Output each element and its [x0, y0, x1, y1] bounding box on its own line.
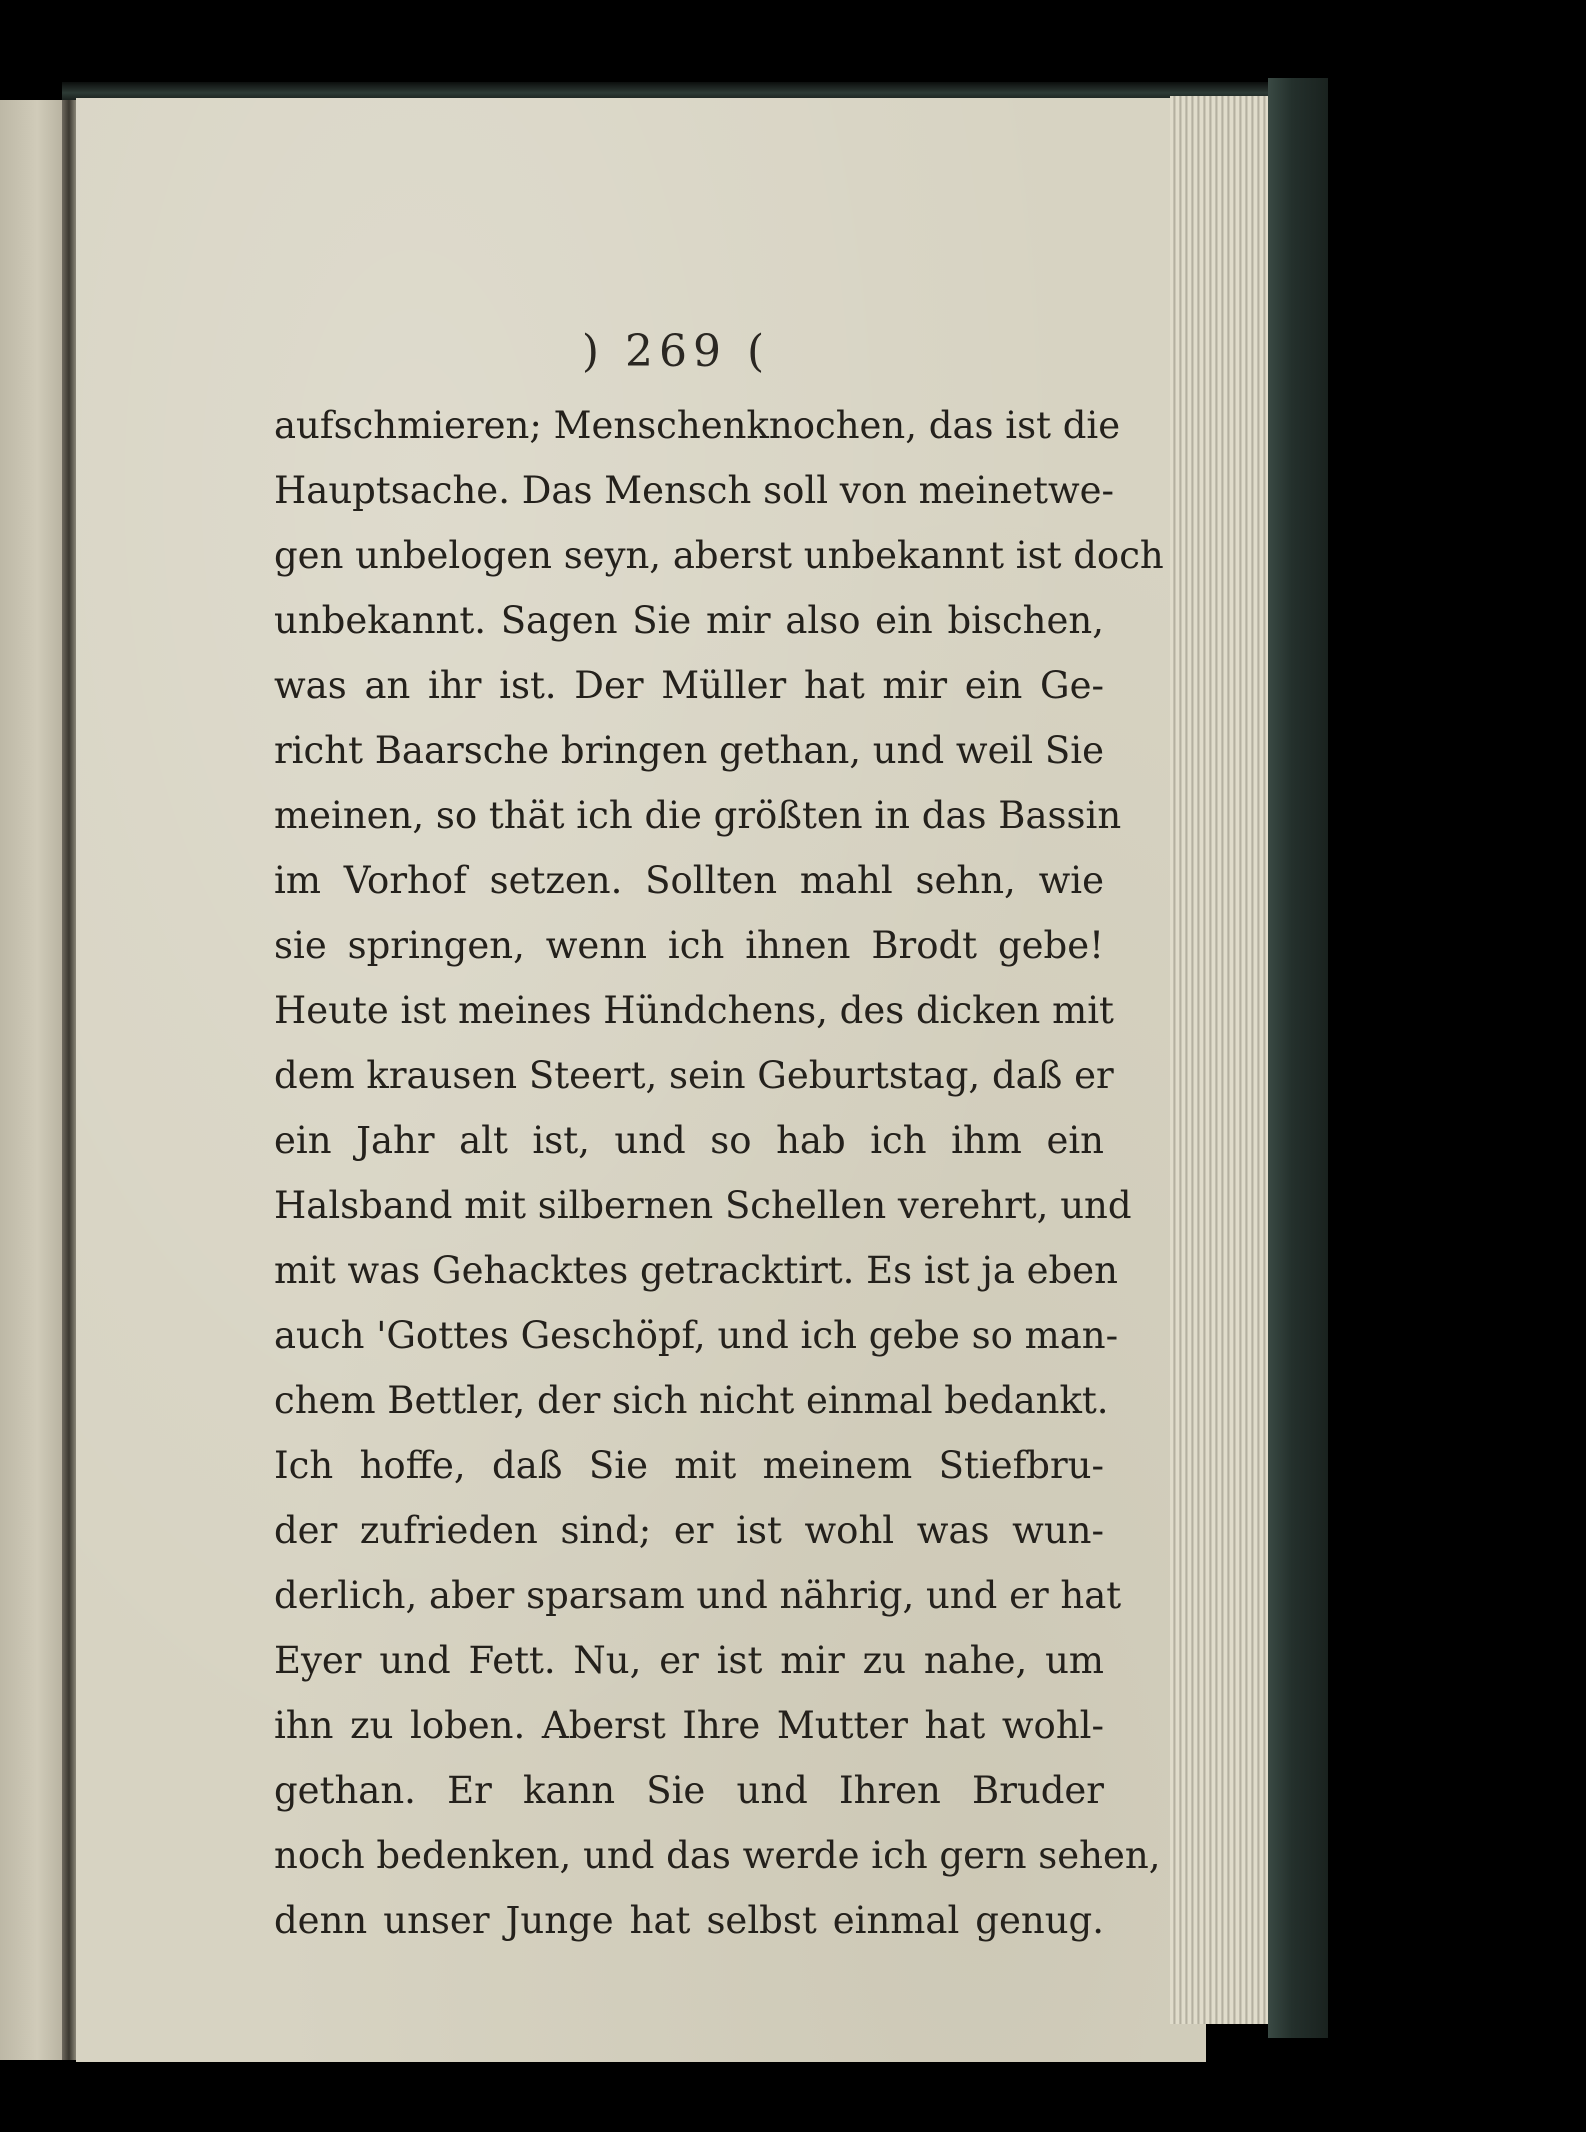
text-line: gethan. Er kann Sie und Ihren Bruder [274, 1769, 1104, 1812]
left-page-edge [0, 100, 62, 2060]
text-line: Hauptsache. Das Mensch soll von meinetwe- [274, 469, 1115, 512]
text-line: denn unser Junge hat selbst einmal genug. [274, 1899, 1104, 1942]
text-line: gen unbelogen seyn, aberst unbekannt ist doch [274, 534, 1164, 577]
text-line: ein Jahr alt ist, und so hab ich ihm ein [274, 1119, 1104, 1162]
page-number: ) 269 ( [581, 326, 771, 377]
text-line: meinen, so thät ich die größten in das Bassin [274, 794, 1122, 837]
text-line: unbekannt. Sagen Sie mir also ein bischen, [274, 599, 1104, 642]
page-block-edges [1170, 96, 1270, 2024]
text-line: chem Bettler, der sich nicht einmal bedankt. [274, 1379, 1109, 1422]
text-line: mit was Gehacktes getracktirt. Es ist ja eben [274, 1249, 1118, 1292]
text-line: der zufrieden sind; er ist wohl was wun- [274, 1509, 1104, 1552]
text-line: Heute ist meines Hündchens, des dicken mit [274, 989, 1114, 1032]
text-line: aufschmieren; Menschenknochen, das ist die [274, 404, 1121, 447]
text-line: Halsband mit silbernen Schellen verehrt, und [274, 1184, 1132, 1227]
text-line: Ich hoffe, daß Sie mit meinem Stiefbru- [274, 1444, 1104, 1487]
text-line: was an ihr ist. Der Müller hat mir ein Ge- [274, 664, 1104, 707]
text-line: im Vorhof setzen. Sollten mahl sehn, wie [274, 859, 1104, 902]
text-line: noch bedenken, und das werde ich gern sehen, [274, 1834, 1161, 1877]
text-line: Eyer und Fett. Nu, er ist mir zu nahe, um [274, 1639, 1104, 1682]
right-page [76, 98, 1206, 2062]
text-line: ihn zu loben. Aberst Ihre Mutter hat wohl- [274, 1704, 1104, 1747]
text-line: richt Baarsche bringen gethan, und weil Sie [274, 729, 1104, 772]
text-line: derlich, aber sparsam und nährig, und er hat [274, 1574, 1122, 1617]
text-line: sie springen, wenn ich ihnen Brodt gebe! [274, 924, 1104, 967]
page-body-text [274, 393, 1164, 1953]
book-gutter [62, 100, 76, 2060]
text-line: auch 'Gottes Geschöpf, und ich gebe so man- [274, 1314, 1119, 1357]
text-line: dem krausen Steert, sein Geburtstag, daß er [274, 1054, 1114, 1097]
book-cover-edge [1268, 78, 1328, 2038]
